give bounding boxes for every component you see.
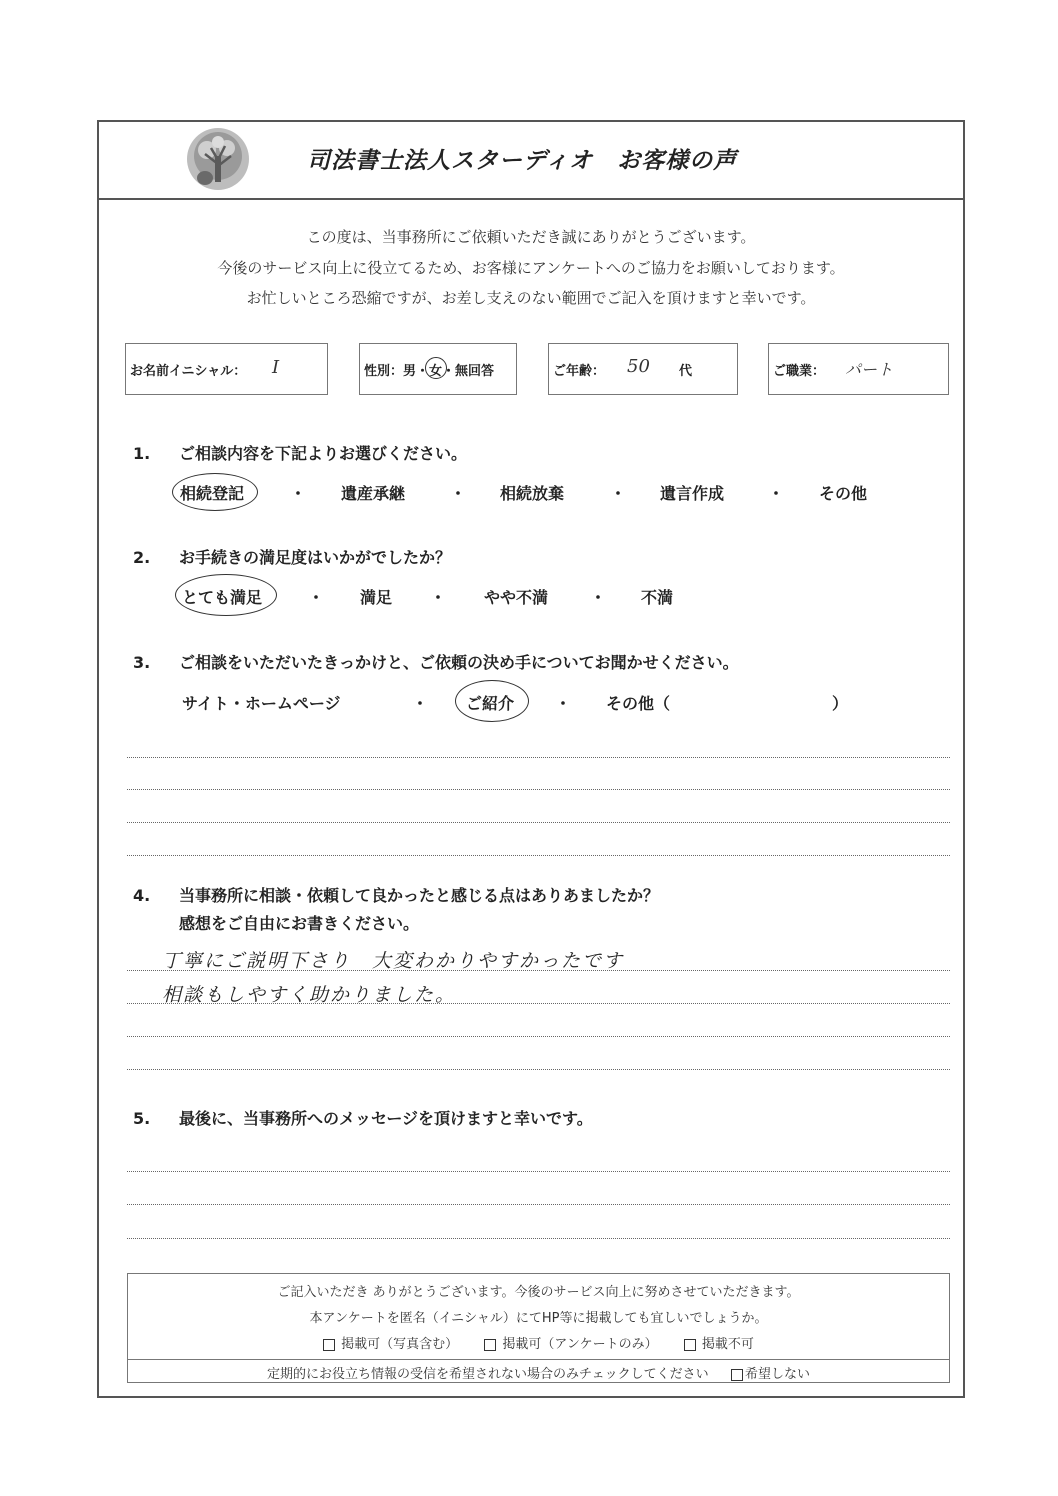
survey-frame [97,120,965,1398]
consent-box [127,1273,950,1383]
q5-answer-line-1[interactable] [127,1171,950,1172]
footer-question: 本アンケートを匿名（イニシャル）にてHP等に掲載しても宜しいでしょうか。 [309,1311,768,1326]
job-field[interactable] [768,343,949,395]
tree-logo-icon [185,126,251,192]
q1-option-1[interactable]: 相続登記 [180,484,245,503]
q4-answer-line-rule-1[interactable] [127,970,950,971]
gender-label: 性別：男・女 ・無回答 [364,360,494,379]
gender-field[interactable] [359,343,517,395]
q2-option-1[interactable]: とても満足 [182,588,263,607]
question-2: 2. お手続きの満足度はいかがでしたか？ [133,548,452,567]
q3-option-3[interactable]: その他（ [606,694,671,713]
q1-sep-3: ・ [610,484,627,503]
intro-line-2: 今後のサービス向上に役立てるため、お客様にアンケートへのご協力をお願いしております。 [217,259,845,277]
q1-selection-mark [172,473,258,511]
checkbox-icon[interactable] [323,1339,335,1351]
question-1: 1. ご相談内容を下記よりお選びください。 [133,444,468,463]
checkbox-icon[interactable] [731,1369,743,1381]
q2-sep-2: ・ [430,588,447,607]
q4-answer-line-rule-4[interactable] [127,1069,950,1070]
checkbox-icon[interactable] [484,1339,496,1351]
q4-answer-line-rule-3[interactable] [127,1036,950,1037]
q4-answer-line-2: 相談もしやすく助かりました。 [162,984,457,1006]
newsletter-optout-option[interactable]: 希望しない [731,1367,810,1382]
newsletter-optout: 定期的にお役立ち情報の受信を希望されない場合のみチェックしてください 希望しない [267,1367,810,1382]
q3-option-2[interactable]: ご紹介 [466,694,515,713]
q3-selection-mark [455,680,529,722]
q3-answer-line-1[interactable] [127,757,950,758]
q4-answer-line-rule-2[interactable] [127,1003,950,1004]
age-field[interactable] [548,343,738,395]
job-label: ご職業： [773,364,826,379]
q1-sep-2: ・ [450,484,467,503]
job-value: パート [845,360,894,379]
q3-answer-line-4[interactable] [127,855,950,856]
initial-value: I [272,357,280,378]
q2-selection-mark [175,574,277,616]
question-5: 5. 最後に、当事務所へのメッセージを頂けますと幸いです。 [133,1109,593,1128]
age-label: ご年齢： [553,364,606,379]
question-3: 3. ご相談をいただいたきっかけと、ご依頼の決め手についてお聞かせください。 [133,653,739,672]
q1-option-4[interactable]: 遺言作成 [660,484,725,503]
publish-ok-photo-option[interactable]: 掲載可（写真含む） [323,1337,458,1352]
q3-answer-line-3[interactable] [127,822,950,823]
q2-option-2[interactable]: 満足 [360,588,393,607]
publish-ok-survey-option[interactable]: 掲載可（アンケートのみ） [484,1337,657,1352]
q2-option-3[interactable]: やや不満 [484,588,549,607]
q2-sep-3: ・ [590,588,607,607]
question-4-sub: 感想をご自由にお書きください。 [179,914,420,933]
gender-selected[interactable]: 女 [429,360,442,379]
initial-label: お名前イニシャル： [130,364,247,379]
initial-field[interactable] [125,343,328,395]
q5-answer-line-2[interactable] [127,1204,950,1205]
q1-option-3[interactable]: 相続放棄 [500,484,565,503]
publish-no-option[interactable]: 掲載不可 [684,1337,754,1352]
q2-option-4[interactable]: 不満 [641,588,674,607]
q3-answer-line-2[interactable] [127,789,950,790]
question-4: 4. 当事務所に相談・依頼して良かったと感じる点はありあましたか？ [133,886,660,905]
footer-divider [128,1359,949,1360]
q1-option-2[interactable]: 遺産承継 [341,484,406,503]
footer-thanks: ご記入いただき ありがとうございます。今後のサービス向上に努めさせていただきます。 [277,1285,800,1300]
q1-sep-4: ・ [768,484,785,503]
q3-sep-1: ・ [412,694,429,713]
intro-line-3: お忙しいところ恐縮ですが、お差し支えのない範囲でご記入を頂けますと幸いです。 [246,289,816,307]
header [97,120,965,200]
q5-answer-line-3[interactable] [127,1238,950,1239]
page-title: 司法書士法人スターディオ お客様の声 [307,148,738,174]
publish-options [128,1333,949,1352]
age-suffix: 代 [679,364,693,379]
q2-sep-1: ・ [308,588,325,607]
intro-line-1: この度は、当事務所にご依頼いただき誠にありがとうございます。 [306,228,756,246]
checkbox-icon[interactable] [684,1339,696,1351]
q1-sep-1: ・ [290,484,307,503]
q4-answer-line-1: 丁寧にご説明下さり 大変わかりやすかったです [162,950,625,972]
q3-option-1[interactable]: サイト・ホームページ [182,694,341,713]
q1-option-5[interactable]: その他 [819,484,868,503]
q3-option-3-close: ） [832,694,849,713]
age-value: 50 [627,356,650,377]
q3-sep-2: ・ [555,694,572,713]
